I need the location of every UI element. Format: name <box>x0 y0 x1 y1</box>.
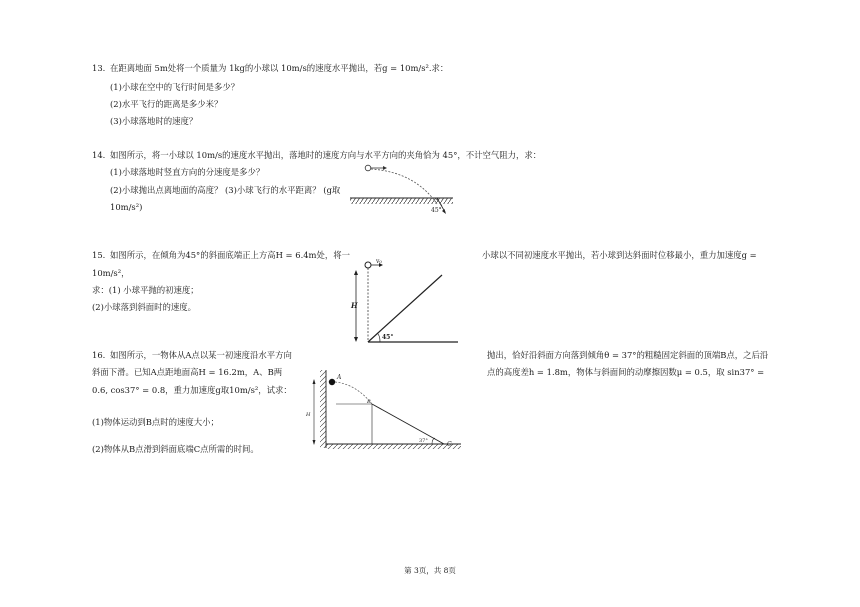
problem-text-line: 斜面下滑。已知A点距地面高H = 16.2m，A、B两 <box>92 367 283 377</box>
problem-number: 14. <box>92 150 106 160</box>
question-1: (1)小球落地时竖直方向的分速度是多少？ <box>110 167 265 177</box>
point-c-label: C <box>447 441 452 448</box>
question-1: (1)物体运动到B点时的速度大小； <box>92 417 219 427</box>
unit-line: 10m/s²) <box>110 202 143 212</box>
problem-text-line-cont: 点的高度差h = 1.8m，物体与斜面间的动摩擦因数μ = 0.5，取 sin37° = <box>487 367 765 377</box>
point-b-label: B <box>367 399 371 405</box>
problem-text-line: 如图所示，在倾角为45°的斜面底端正上方高H = 6.4m处，将一 <box>110 250 350 260</box>
constants-line: 0.6, cos37° = 0.8，重力加速度g取10m/s²，试求： <box>92 385 292 395</box>
angle-label: 45° <box>382 334 394 341</box>
problem-number: 15. <box>92 250 106 260</box>
problem-text-line-cont: 小球以不同初速度水平抛出，若小球到达斜面时位移最小，重力加速度g = <box>482 250 757 260</box>
v0-label: v₀ <box>376 258 382 265</box>
angle-label: 37° <box>419 438 428 444</box>
g-value-line: 10m/s²， <box>92 268 130 278</box>
question-2: (2)水平飞行的距离是多少米？ <box>110 99 223 109</box>
page-footer: 第 3页，共 8页 <box>404 566 456 575</box>
question-2: (2)小球落到斜面时的速度。 <box>92 302 196 312</box>
question-1: (1)小球在空中的飞行时间是多少？ <box>110 82 240 92</box>
problem-number: 16. <box>92 350 106 360</box>
projectile-diagram-14 <box>345 160 465 230</box>
point-a-label: A <box>337 374 342 381</box>
height-label: H <box>351 301 358 310</box>
angle-label: 45° <box>431 207 442 214</box>
question-2: (2)物体从B点滑到斜面底端C点所需的时间。 <box>92 444 259 454</box>
question-2-3: (2)小球抛出点离地面的高度？ (3)小球飞行的水平距离？ (g取 <box>110 185 341 195</box>
problem-text-line: 如图所示，一物体从A点以某一初速度沿水平方向 <box>110 350 292 360</box>
question-1: 求：(1) 小球平抛的初速度； <box>92 285 199 295</box>
problem-text-line-cont: 抛出，恰好沿斜面方向落到倾角θ = 37°的粗糙固定斜面的顶端B点，之后沿 <box>487 350 769 360</box>
incline-diagram-15 <box>350 257 465 347</box>
problem-text-line: 在距离地面 5m处将一个质量为 1kg的小球以 10m/s的速度水平抛出，若g = 10m/s².求： <box>110 63 449 73</box>
problem-text-line: 如图所示，将一小球以 10m/s的速度水平抛出，落地时的速度方向与水平方向的夹角恰为 45°，不计空气阻力，求： <box>110 150 542 160</box>
problem-number: 13. <box>92 63 106 73</box>
question-3: (3)小球落地时的速度？ <box>110 116 198 126</box>
slope-diagram-16 <box>306 366 466 456</box>
height-label: H <box>306 412 311 418</box>
